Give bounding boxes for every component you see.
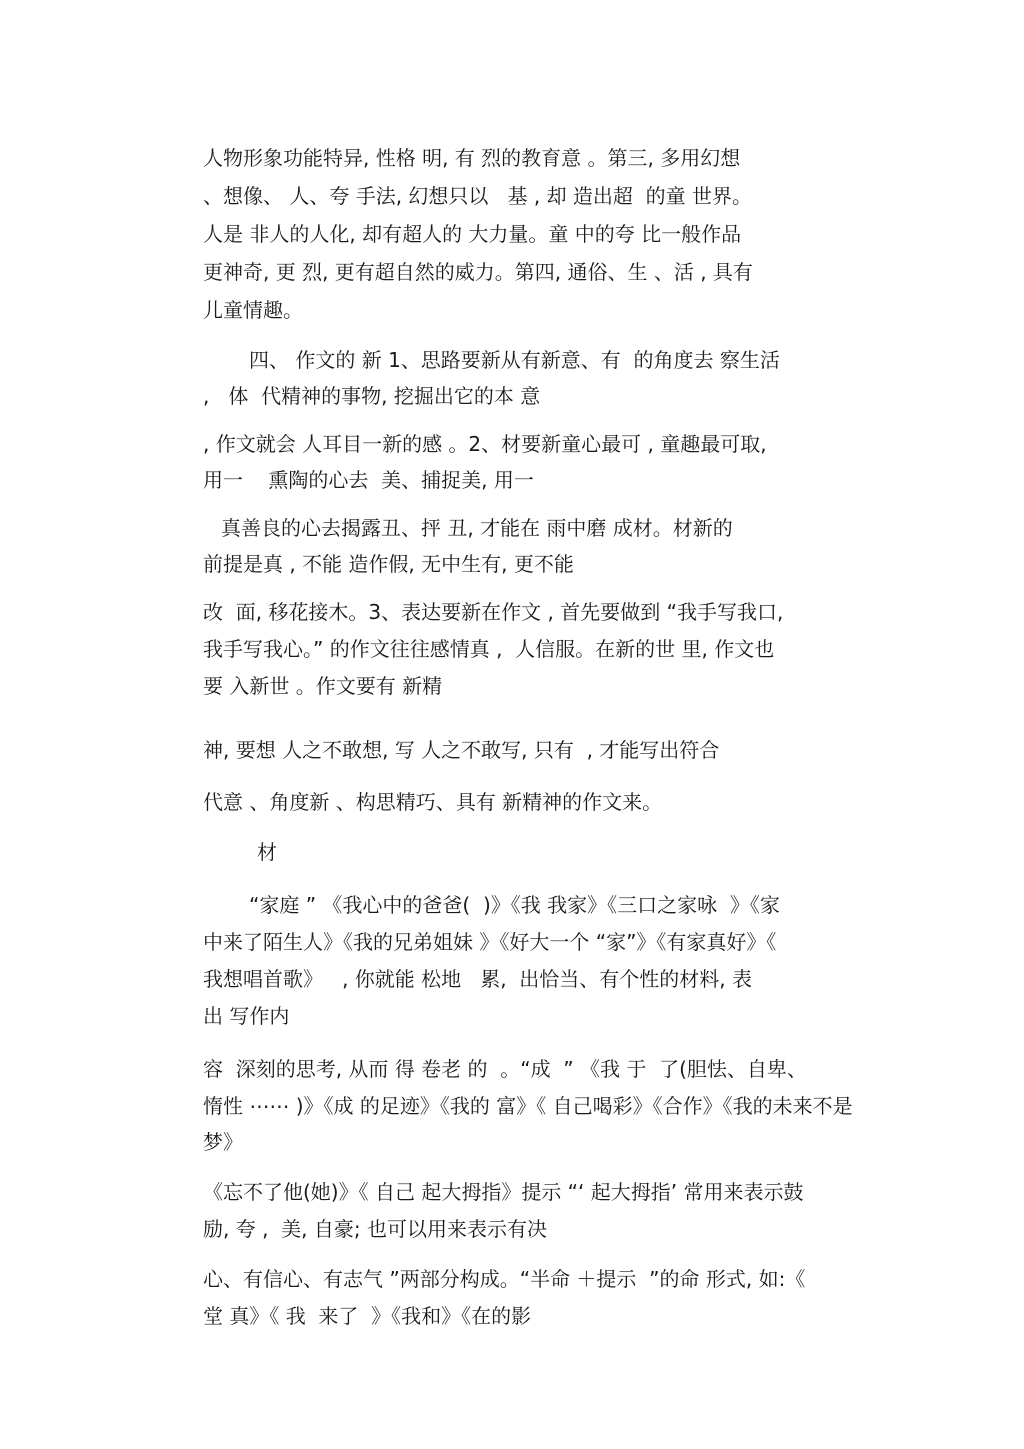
text-line: 我手写我心。” 的作文往往感情真 , 人信服。在新的世 里, 作文也 — [203, 637, 775, 661]
text-line: 四、 作文的 新 1、思路要新从有新意、有 的角度去 察生活 — [249, 348, 780, 372]
text-line: 改 面, 移花接木。3、表达要新在作文 , 首先要做到 “我手写我口, — [203, 600, 784, 624]
text-line: 励, 夸 , 美, 自豪; 也可以用来表示有决 — [203, 1217, 547, 1241]
text-line: 神, 要想 人之不敢想, 写 人之不敢写, 只有 , 才能写出符合 — [203, 738, 720, 762]
text-line: 我想唱首歌》 , 你就能 松地 累, 出恰当、有个性的材料, 表 — [203, 967, 753, 991]
text-line: 人是 非人的人化, 却有超人的 大力量。童 中的夸 比一般作品 — [203, 222, 742, 246]
text-line: , 体 代精神的事物, 挖掘出它的本 意 — [203, 384, 541, 408]
text-line: 儿童情趣。 — [203, 298, 303, 322]
text-line: 代意 、角度新 、构思精巧、具有 新精神的作文来。 — [203, 790, 663, 814]
text-line: 用一 熏陶的心去 美、捕捉美, 用一 — [203, 468, 534, 492]
text-line: “家庭 ” 《我心中的爸爸( )》《我 我家》《三口之家咏 》《家 — [249, 893, 780, 917]
text-line: 出 写作内 — [203, 1004, 290, 1028]
text-line: 心、有信心、有志气 ”两部分构成。“半命 ＋提示 ”的命 形式, 如:《 — [203, 1267, 806, 1291]
text-line: 真善良的心去揭露丑、抨 丑, 才能在 雨中磨 成材。材新的 — [221, 516, 733, 540]
text-line: 要 入新世 。作文要有 新精 — [203, 674, 443, 698]
text-line: 梦》 — [203, 1130, 243, 1154]
text-line: 容 深刻的思考, 从而 得 卷老 的 。“成 ” 《我 于 了(胆怯、自卑、 — [203, 1057, 807, 1081]
text-line: 中来了陌生人》《我的兄弟姐妹 》《好大一个 “家”》《有家真好》《 — [203, 930, 777, 954]
text-line: 惰性 ⋯⋯ )》《成 的足迹》《我的 富》《 自己喝彩》《合作》《我的未来不是 — [203, 1094, 853, 1118]
text-line: 人物形象功能特异, 性格 明, 有 烈的教育意 。第三, 多用幻想 — [203, 146, 741, 170]
text-line: 堂 真》《 我 来了 》《我和》《在的影 — [203, 1304, 532, 1328]
text-line: 前提是真 , 不能 造作假, 无中生有, 更不能 — [203, 552, 574, 576]
text-line: 《忘不了他(她)》《 自己 起大拇指》提示 “‘ 起大拇指’ 常用来表示鼓 — [203, 1180, 804, 1204]
section-heading: 材 — [257, 840, 277, 864]
text-line: , 作文就会 人耳目一新的感 。2、材要新童心最可 , 童趣最可取, — [203, 432, 767, 456]
text-line: 更神奇, 更 烈, 更有超自然的威力。第四, 通俗、生 、活 , 具有 — [203, 260, 753, 284]
text-line: 、想像、 人、夸 手法, 幻想只以 基 , 却 造出超 的童 世界。 — [203, 184, 753, 208]
